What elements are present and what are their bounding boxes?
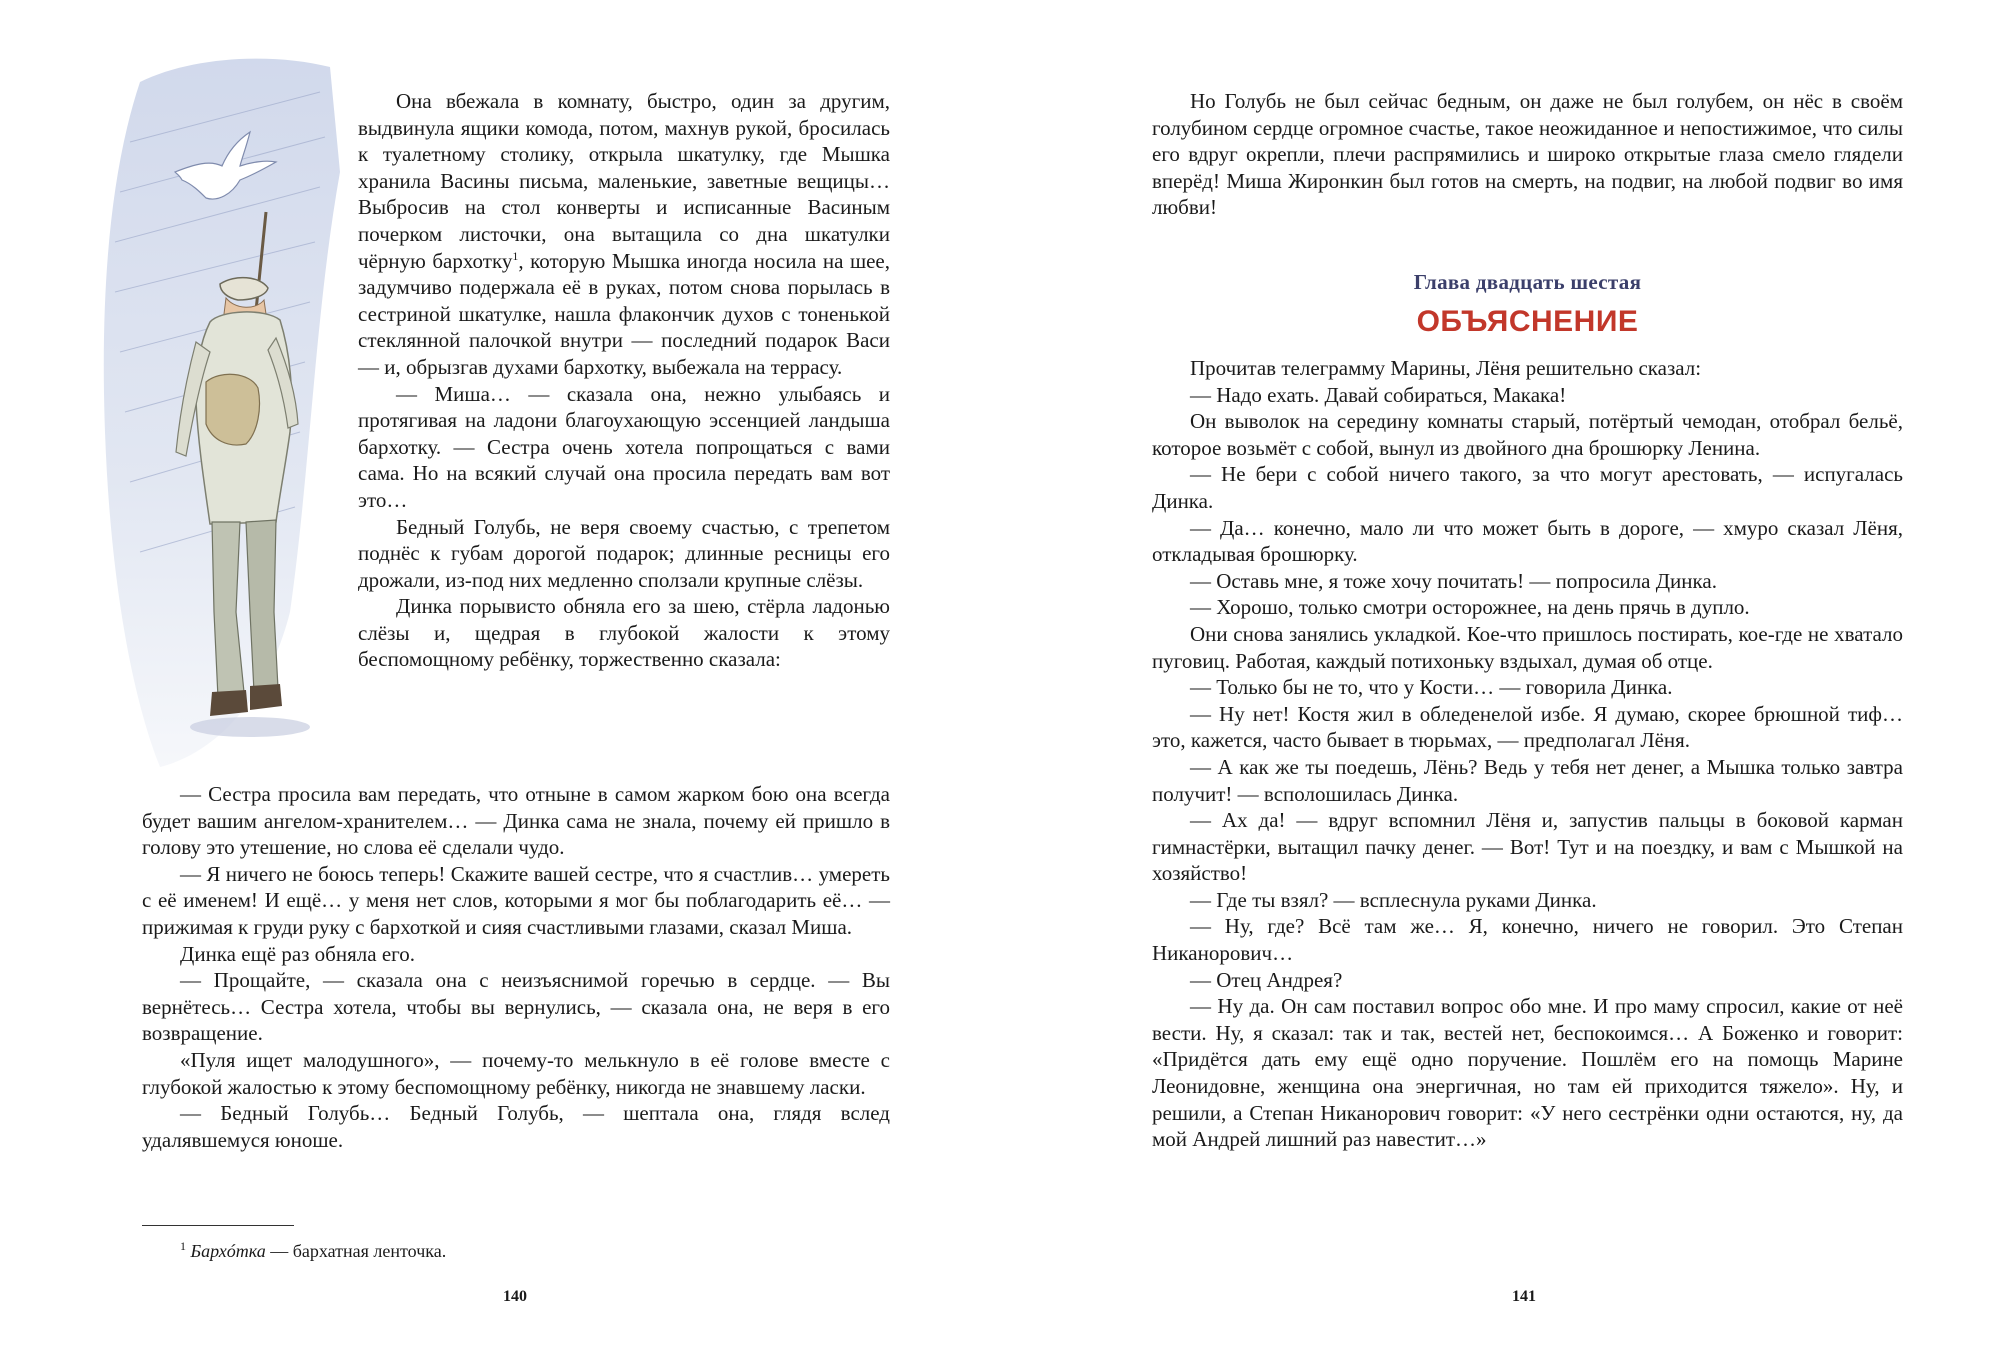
left-page-text-lower xyxy=(142,781,890,1153)
paragraph: — Не бери с собой ничего такого, за что могут арестовать, — испугалась Динка. xyxy=(1152,462,1903,513)
paragraph: — Бедный Голубь… Бедный Голубь, — шептала она, глядя вслед удалявшемуся юноше. xyxy=(142,1101,890,1152)
paragraph: — Ну, где? Всё там же… Я, конечно, ничего не говорил. Это Степан Никанорович… xyxy=(1152,914,1903,966)
chapter-number: Глава двадцать шестая xyxy=(1413,270,1642,294)
paragraph: — Прощайте, — сказала она с неизъяснимой горечью в сердце. — Вы вернётесь… Сестра хотела, чтобы вы вернулись, — сказала она, не веря в его возвращение. xyxy=(142,968,890,1046)
footnote-definition: — бархатная ленточка. xyxy=(265,1241,447,1261)
paragraph: — Отец Андрея? xyxy=(1190,967,1343,992)
right-page xyxy=(1004,0,2008,1358)
paragraph: — Да… конечно, мало ли что может быть в дороге, — хмуро сказал Лёня, откладывая брошюрку. xyxy=(1152,515,1903,567)
page-number: 140 xyxy=(503,1288,527,1305)
paragraph: Они снова занялись укладкой. Кое-что пришлось постирать, кое-где не хватало пуговиц. Работая, каждый потихоньку вздыхал, думая об отце. xyxy=(1152,621,1903,673)
paragraph: Но Голубь не был сейчас бедным, он даже не был голубем, он нёс в своём голубином сердце огромное счастье, такое неожиданное и непостижимое, что силы его вдруг окрепли, плечи распрямились и широко открытые глаза смело глядели вперёд! Миша Жиронкин был готов на смерть, на подвиг, на любой подвиг во имя любви! xyxy=(1152,89,1903,220)
paragraph: «Пуля ищет малодушного», — почему-то мелькнуло в её голове вместе с глубокой жалостью к этому беспомощному ребёнку, никогда не знавшему ласки. xyxy=(142,1047,890,1099)
paragraph: Он выволок на середину комнаты старый, потёртый чемодан, отобрал бельё, которое возьмёт с собой, вынул из двойного дна брошюрку Ленина. xyxy=(1152,409,1903,460)
paragraph: — Сестра просила вам передать, что отныне в самом жарком бою она всегда будет вашим ангелом-хранителем… — Динка сама не знала, почему ей пришло в голову это утешение, но слова её сделали чудо. xyxy=(142,782,890,860)
footnote-reference: 1 xyxy=(512,248,519,263)
chapter-title: ОБЪЯСНЕНИЕ xyxy=(1416,305,1639,338)
paragraph: — Хорошо, только смотри осторожнее, на день прячь в дупло. xyxy=(1190,595,1750,620)
paragraph: — Я ничего не боюсь теперь! Скажите вашей сестре, что я счастлив… умереть с её именем! И ещё… у меня нет слов, которыми я мог бы поблагодарить её… — прижимая к груди руку с бархоткой и сияя счастливыми глазами, сказал Миша. xyxy=(142,861,890,939)
footnote-term: Бархóтка xyxy=(190,1241,266,1261)
paragraph-text: Она вбежала в комнату, быстро, один за другим, выдвинула ящики комода, потом, махнув рукой, бросилась к туалетному столику, открыла шкатулку, где Мышка хранила Васины письма, маленькие, заветные вещицы… Выбросив на стол конверты и исписанные Васиным почерком листочки, она вытащила со дна шкатулки чёрную бархотку xyxy=(358,89,890,273)
paragraph: — Миша… — сказала она, нежно улыбаясь и протягивая на ладони благоухающую эссенцией ландыша бархотку. — Сестра очень хотела попрощаться с вами сама. Но на всякий случай она просила передать вам вот это… xyxy=(358,381,890,512)
paragraph: — А как же ты поедешь, Лёнь? Ведь у тебя нет денег, а Мышка только завтра получит! — всполошилась Динка. xyxy=(1152,754,1903,806)
paragraph: — Ну нет! Костя жил в обледенелой избе. Я думаю, скорее брюшной тиф… это, кажется, часто бывает в тюрьмах, — предполагал Лёня. xyxy=(1152,701,1903,753)
paragraph: Динка ещё раз обняла его. xyxy=(180,941,415,966)
footnote-separator xyxy=(142,1225,294,1226)
paragraph: — Оставь мне, я тоже хочу почитать! — попросила Динка. xyxy=(1190,568,1717,593)
paragraph: — Надо ехать. Давай собираться, Макака! xyxy=(1190,382,1567,407)
paragraph: Бедный Голубь, не веря своему счастью, с трепетом поднёс к губам дорогой подарок; длинные ресницы его дрожали, из-под них медленно сползали крупные слёзы. xyxy=(358,514,890,592)
footnote xyxy=(180,1240,880,1262)
right-page-text-main xyxy=(1152,355,1903,1153)
paragraph: — Ах да! — вдруг вспомнил Лёня и, запустив пальцы в боковой карман гимнастёрки, вытащил пачку денег. — Вот! Тут и на поездку, и вам с Мышкой на хозяйство! xyxy=(1152,808,1903,886)
paragraph: Прочитав телеграмму Марины, Лёня решительно сказал: xyxy=(1190,356,1702,380)
paragraph-text: , которую Мышка иногда носила на шее, задумчиво подержала её в руках, потом снова порылась в сестриной шкатулке, нашла флакончик духов с тоненькой стеклянной палочкой внутри — последний подарок Васи — и, обрызгав духами бархотку, выбежала на террасу. xyxy=(358,248,890,379)
paragraph: — Где ты взял? — всплеснула руками Динка. xyxy=(1190,887,1597,912)
footnote-marker: 1 xyxy=(180,1239,186,1253)
paragraph xyxy=(358,88,890,381)
paragraph: — Ну да. Он сам поставил вопрос обо мне. И про маму спросил, какие от неё вести. Ну, я сказал: так и так, вестей нет, беспокоимся… А Боженко и говорит: «Придётся дать ему ещё одно поручение. Пошлём его на помощь Марине Леонидовне, женщина она энергичная, но там ей приходится тяжело». Ну, и решили, а Степан Никанорович говорит: «У него сестрёнки одни остаются, ну, да мой Андрей лишний раз навестит…» xyxy=(1152,994,1903,1152)
page-number: 141 xyxy=(1512,1288,1536,1305)
right-page-text-upper xyxy=(1152,88,1903,221)
left-page-text-upper xyxy=(358,88,890,673)
illustration-soldier-with-dove xyxy=(100,52,345,772)
paragraph: Динка порывисто обняла его за шею, стёрла ладонью слёзы и, щедрая в глубокой жалости к этому беспомощному ребёнку, торжественно сказала: xyxy=(358,594,890,672)
paragraph: — Только бы не то, что у Кости… — говорила Динка. xyxy=(1190,675,1673,700)
